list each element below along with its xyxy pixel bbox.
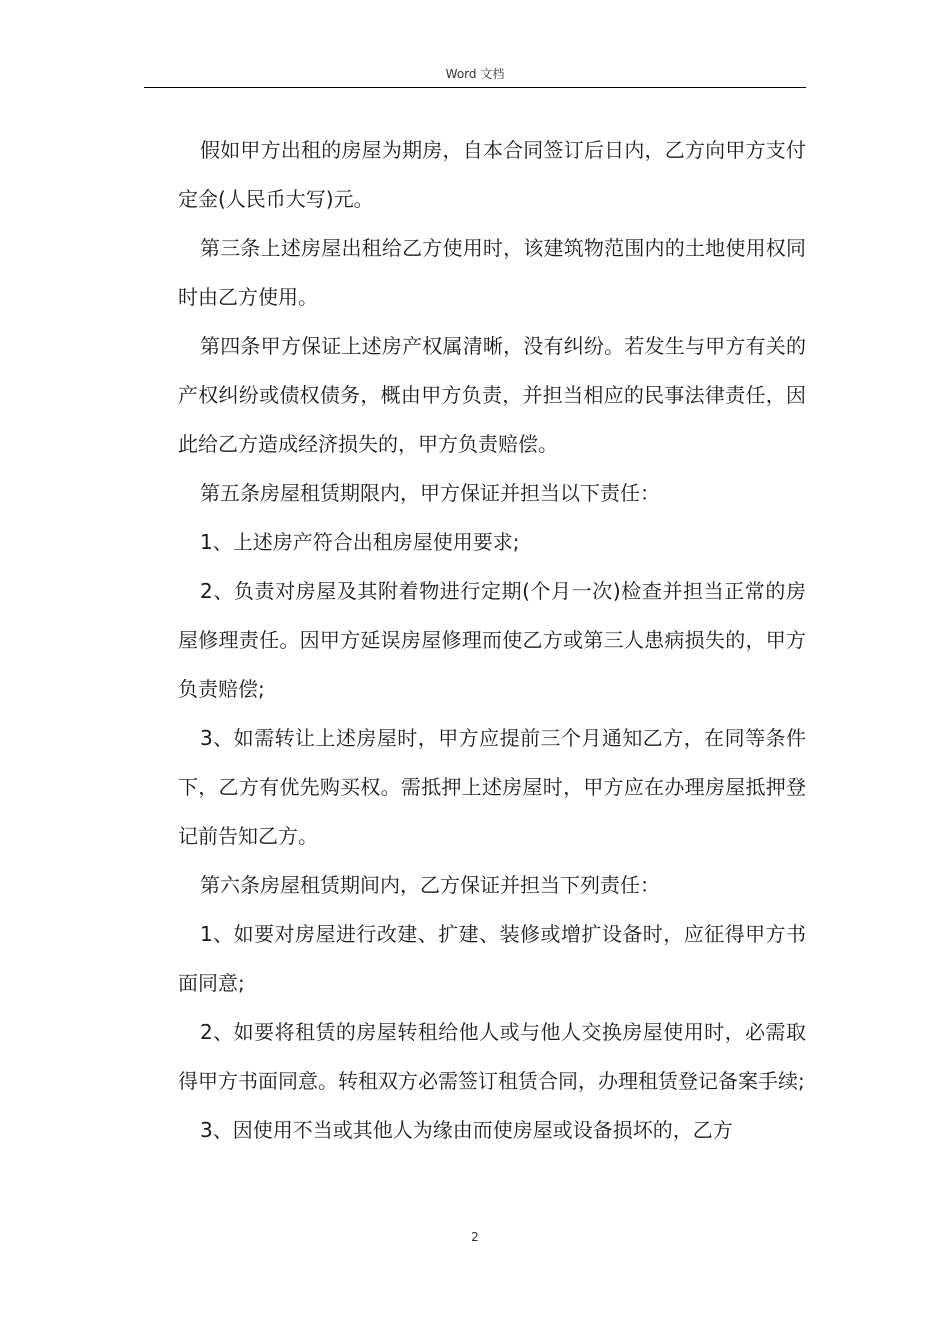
page-header: Word 文档 bbox=[445, 67, 505, 81]
paragraph: 第四条甲方保证上述房产权属清晰，没有纠纷。若发生与甲方有关的产权纠纷或债权债务，概由甲方负责，并担当相应的民事法律责任，因此给乙方造成经济损失的，甲方负责赔偿。 bbox=[178, 334, 806, 456]
document-body bbox=[178, 126, 806, 1155]
paragraph: 1、如要对房屋进行改建、扩建、装修或增扩设备时，应征得甲方书面同意; bbox=[178, 922, 806, 995]
paragraph: 3、如需转让上述房屋时，甲方应提前三个月通知乙方，在同等条件下，乙方有优先购买权。需抵押上述房屋时，甲方应在办理房屋抵押登记前告知乙方。 bbox=[178, 726, 806, 848]
paragraph: 假如甲方出租的房屋为期房，自本合同签订后日内，乙方向甲方支付定金(人民币大写)元。 bbox=[178, 138, 806, 211]
paragraph: 第三条上述房屋出租给乙方使用时，该建筑物范围内的土地使用权同时由乙方使用。 bbox=[178, 236, 806, 309]
paragraph: 2、如要将租赁的房屋转租给他人或与他人交换房屋使用时，必需取得甲方书面同意。转租双方必需签订租赁合同，办理租赁登记备案手续; bbox=[178, 1020, 806, 1093]
paragraph: 第六条房屋租赁期间内，乙方保证并担当下列责任： bbox=[200, 873, 660, 897]
header-divider bbox=[144, 87, 806, 88]
paragraph: 1、上述房产符合出租房屋使用要求; bbox=[200, 530, 520, 554]
paragraph: 第五条房屋租赁期限内，甲方保证并担当以下责任： bbox=[200, 481, 660, 505]
paragraph: 3、因使用不当或其他人为缘由而使房屋或设备损坏的，乙方 bbox=[200, 1118, 733, 1142]
page-number: 2 bbox=[471, 1230, 479, 1244]
paragraph: 2、负责对房屋及其附着物进行定期(个月一次)检查并担当正常的房屋修理责任。因甲方延误房屋修理而使乙方或第三人患病损失的，甲方负责赔偿; bbox=[178, 579, 806, 701]
